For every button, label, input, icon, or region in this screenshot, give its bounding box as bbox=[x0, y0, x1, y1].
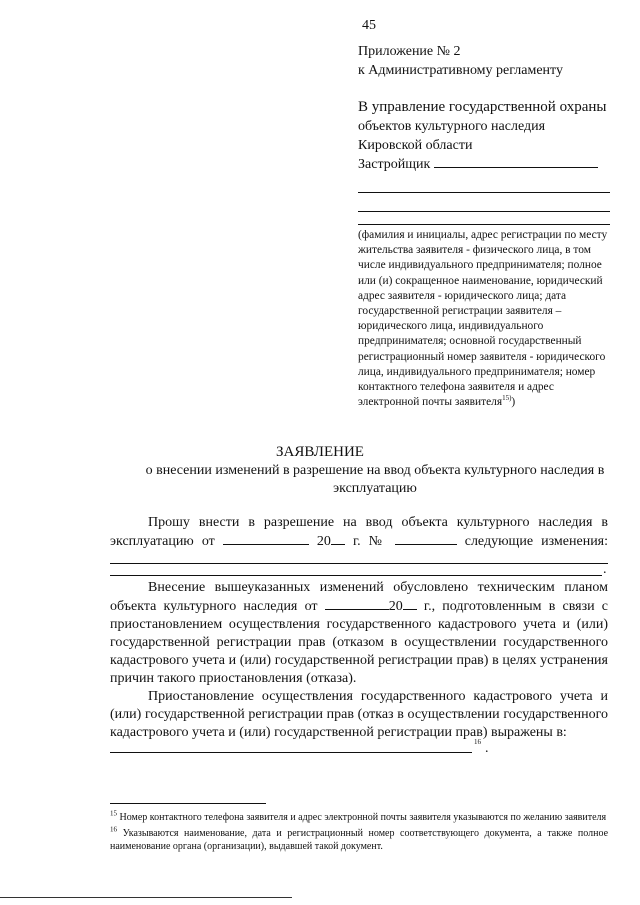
developer-label: Застройщик bbox=[358, 157, 431, 172]
footnotes bbox=[110, 811, 608, 856]
changes-blank-row-2 bbox=[110, 564, 608, 576]
suspension-blank-row: 16 . bbox=[110, 742, 608, 760]
developer-row bbox=[358, 155, 610, 174]
p1-text-d: следующие изменения: bbox=[464, 534, 609, 549]
footnote-15 bbox=[110, 811, 608, 824]
suspension-blank-line[interactable] bbox=[110, 752, 472, 753]
paragraph-2 bbox=[110, 579, 608, 688]
footnote-16-mark: 16 bbox=[110, 825, 117, 834]
year-blank-2[interactable] bbox=[403, 597, 417, 610]
footnote-15-mark: 15 bbox=[110, 809, 117, 818]
p2-text-b: 20 bbox=[388, 599, 403, 614]
addressee-note bbox=[358, 228, 610, 410]
addressee-line-1: В управление государственной охраны bbox=[358, 99, 607, 115]
paragraph-1-line-1: Прошу внести в разрешение на ввод объекта культурного наследия в bbox=[148, 515, 608, 530]
page-number: 45 bbox=[362, 18, 376, 33]
document-subtitle: о внесении изменений в разрешение на ввод объекта культурного наследия в эксплуатацию bbox=[145, 463, 605, 496]
addressee-note-text: (фамилия и инициалы, адрес регистрации по месту жительства заявителя - физического лица, в том числе индивидуального предпринимателя; полное или (и) сокращенное наименование, юридический адрес заявителя - юридического лица; дата государственной регистрации заявителя – юридического лица, индивидуального предпринимателя; основной государственный регистрационный номер заявителя - юридического лица, индивидуального предпринимателя; номер контактного телефона заявителя и адрес электронной почты заявителя bbox=[358, 229, 608, 409]
p1-text-b: 20 bbox=[316, 534, 331, 549]
developer-blank[interactable] bbox=[434, 155, 598, 168]
appendix-header bbox=[358, 42, 563, 80]
appendix-title: Приложение № 2 bbox=[358, 44, 461, 59]
year-blank-1[interactable] bbox=[331, 532, 345, 545]
p1-text-c: г. № bbox=[352, 534, 387, 549]
date-blank-2[interactable] bbox=[325, 597, 389, 610]
addressee-block bbox=[358, 98, 610, 410]
document-title: ЗАЯВЛЕНИЕ bbox=[276, 444, 364, 460]
addressee-blank-line-1[interactable] bbox=[358, 192, 610, 193]
p1-text-a: эксплуатацию от bbox=[110, 534, 215, 549]
p2-text-c: г., подготовленным в связи с приостановлением осуществления государственного кадастрового учета и (или) государственной регистрации прав (отказом в осуществлении государственного кадастрового учета и (или) государственной регистрации прав) в целях устранения причин такого приостановления (отказа). bbox=[110, 599, 609, 686]
suspension-end-period: . bbox=[485, 741, 489, 756]
footnote-16-text: Указываются наименование, дата и регистрационный номер соответствующего документа, а также полное наименование органа (организации), выдавшей такой документ. bbox=[110, 828, 609, 852]
footnote-ref-15: 15) bbox=[502, 394, 512, 403]
date-blank-1[interactable] bbox=[223, 532, 309, 545]
permit-number-blank[interactable] bbox=[395, 532, 457, 545]
p2-text-a: Внесение вышеуказанных изменений обусловлено техническим планом объекта культурного наследия от bbox=[110, 580, 608, 614]
appendix-subtitle: к Административному регламенту bbox=[358, 63, 563, 78]
addressee-line-3: Кировской области bbox=[358, 138, 473, 153]
footnote-15-text: Номер контактного телефона заявителя и адрес электронной почты заявителя указываются по желанию заявителя bbox=[119, 812, 607, 823]
addressee-line-2: объектов культурного наследия bbox=[358, 119, 546, 134]
footnote-separator bbox=[110, 803, 266, 804]
document-body bbox=[110, 514, 608, 760]
paragraph-1-line-2 bbox=[110, 532, 608, 551]
changes-end-period: . bbox=[603, 562, 607, 577]
addressee-blank-line-3[interactable] bbox=[358, 224, 610, 225]
addressee-blank-line-2[interactable] bbox=[358, 211, 610, 212]
changes-blank-line-2[interactable] bbox=[110, 575, 602, 576]
footnote-16 bbox=[110, 827, 608, 853]
paragraph-3: Приостановление осуществления государственного кадастрового учета и (или) государственной регистрации прав (отказ в осуществлении государственного кадастрового учета и (или) государственной регистрации прав) выражены в: bbox=[110, 689, 608, 740]
scan-edge-line bbox=[0, 897, 292, 898]
addressee-note-end: ) bbox=[511, 396, 516, 409]
